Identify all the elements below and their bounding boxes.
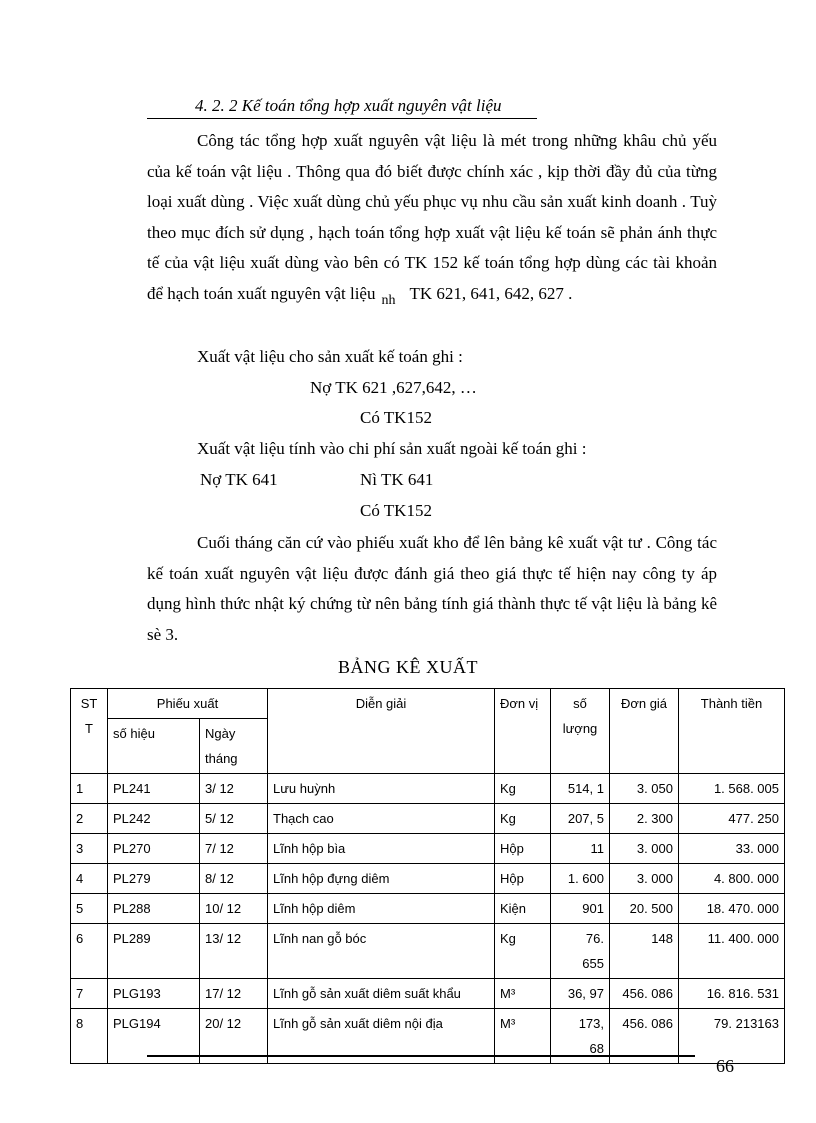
cell-so-hieu: PL289 [108,924,200,979]
table-row [71,894,785,924]
cell-ngay: 5/ 12 [200,804,268,834]
closing-paragraph: Cuối tháng căn cứ vào phiếu xuất kho để lên bảng kê xuất vật tư . Công tác kế toán xuất nguyên vật liệu được đánh giá theo giá thực tế hiện nay công ty áp dụng hình thức nhật ký chứng từ nên bảng tính giá thành thực tế vật liệu là bảng kê sè 3. [147,533,717,644]
credit-entry-152-b: Có TK152 [360,501,432,520]
cell-stt: 2 [71,804,108,834]
header-ngay-thang: Ngày tháng [200,719,268,774]
cell-don-vi: Kg [495,924,551,979]
cell-thanh-tien: 1. 568. 005 [679,774,785,804]
header-so-luong: số lượng [551,689,610,774]
cell-dien-giai: Thạch cao [268,804,495,834]
cell-so-luong: 76. 655 [551,924,610,979]
cell-thanh-tien: 16. 816. 531 [679,979,785,1009]
cell-thanh-tien: 4. 800. 000 [679,864,785,894]
cell-dien-giai: Lưu huỳnh [268,774,495,804]
cell-so-hieu: PL279 [108,864,200,894]
cell-don-vi: Kg [495,774,551,804]
cell-ngay: 8/ 12 [200,864,268,894]
cell-ngay: 3/ 12 [200,774,268,804]
intro-paragraph-tail: TK 621, 641, 642, 627 . [409,283,573,303]
cell-so-hieu: PL288 [108,894,200,924]
cell-so-luong: 11 [551,834,610,864]
cell-so-luong: 207, 5 [551,804,610,834]
cell-ngay: 7/ 12 [200,834,268,864]
cell-don-gia: 456. 086 [610,979,679,1009]
cell-thanh-tien: 33. 000 [679,834,785,864]
intro-paragraph [147,126,717,316]
cell-don-gia: 3. 000 [610,834,679,864]
cell-don-vi: Kiện [495,894,551,924]
cell-don-vi: M³ [495,979,551,1009]
table-row [71,774,785,804]
cell-dien-giai: Lĩnh hộp bìa [268,834,495,864]
export-table [70,688,785,1064]
credit-entry-152-a: Có TK152 [360,408,432,427]
cell-stt: 5 [71,894,108,924]
cell-don-gia: 148 [610,924,679,979]
page-number: 66 [716,1056,734,1076]
cell-dien-giai: Lĩnh gỗ sản xuất diêm nội địa [268,1009,495,1064]
cell-so-luong: 1. 600 [551,864,610,894]
cell-don-gia: 2. 300 [610,804,679,834]
cell-don-gia: 3. 050 [610,774,679,804]
cell-stt: 7 [71,979,108,1009]
cell-so-luong: 36, 97 [551,979,610,1009]
cell-so-luong: 173, 68 [551,1009,610,1064]
cell-ngay: 20/ 12 [200,1009,268,1064]
cell-stt: 3 [71,834,108,864]
table-header-row [71,689,785,719]
cell-don-vi: Hộp [495,834,551,864]
cell-so-hieu: PL241 [108,774,200,804]
cell-thanh-tien: 477. 250 [679,804,785,834]
cell-stt: 1 [71,774,108,804]
ni-entry-641: Nì TK 641 [360,470,434,489]
header-so-hieu: số hiệu [108,719,200,774]
export-outside-line: Xuất vật liệu tính vào chi phí sản xuất ngoài kế toán ghi : [197,439,587,458]
subscript-nh: nh [381,292,396,308]
table-row [71,924,785,979]
cell-dien-giai: Lĩnh hộp đựng diêm [268,864,495,894]
table-row [71,979,785,1009]
cell-thanh-tien: 79. 213163 [679,1009,785,1064]
cell-don-gia: 3. 000 [610,864,679,894]
cell-dien-giai: Lĩnh hộp diêm [268,894,495,924]
cell-stt: 6 [71,924,108,979]
cell-dien-giai: Lĩnh nan gỗ bóc [268,924,495,979]
cell-dien-giai: Lĩnh gỗ sản xuất diêm suất khẩu [268,979,495,1009]
cell-stt: 8 [71,1009,108,1064]
footer-rule [147,1055,695,1057]
header-thanh-tien: Thành tiền [679,689,785,774]
table-row [71,864,785,894]
header-dien-giai: Diễn giải [268,689,495,774]
cell-don-vi: M³ [495,1009,551,1064]
intro-paragraph-main: Công tác tổng hợp xuất nguyên vật liệu là mét trong những khâu chủ yếu của kế toán vật liệu . Thông qua đó biết được chính xác , kịp thời đầy đủ của từng loại xuất dùng . Việc xuất dùng chủ yếu phục vụ nhu cầu sản xuất kinh doanh . Tuỳ theo mục đích sử dụng , hạch toán tổng hợp xuất vật liệu kế toán sẽ phản ánh thực tế của vật liệu xuất dùng vào bên có TK 152 kế toán tổng hợp dùng các tài khoản để hạch toán xuất nguyên vật liệu [147,131,717,303]
debit-entry-641: Nợ TK 641 [200,470,278,489]
table-row [71,804,785,834]
export-production-line: Xuất vật liệu cho sản xuất kế toán ghi : [197,347,463,366]
cell-thanh-tien: 11. 400. 000 [679,924,785,979]
cell-don-vi: Kg [495,804,551,834]
section-heading: 4. 2. 2 Kế toán tổng hợp xuất nguyên vật liệu [147,96,537,119]
header-phieu-xuat: Phiếu xuất [108,689,268,719]
cell-ngay: 17/ 12 [200,979,268,1009]
header-stt: ST T [71,689,108,774]
cell-don-gia: 456. 086 [610,1009,679,1064]
cell-so-luong: 514, 1 [551,774,610,804]
cell-so-luong: 901 [551,894,610,924]
header-don-gia: Đơn giá [610,689,679,774]
header-don-vi: Đơn vị [495,689,551,774]
cell-stt: 4 [71,864,108,894]
cell-thanh-tien: 18. 470. 000 [679,894,785,924]
cell-so-hieu: PL270 [108,834,200,864]
table-title: BẢNG KÊ XUẤT [338,657,478,677]
cell-ngay: 13/ 12 [200,924,268,979]
cell-so-hieu: PLG194 [108,1009,200,1064]
cell-so-hieu: PL242 [108,804,200,834]
cell-don-gia: 20. 500 [610,894,679,924]
cell-don-vi: Hộp [495,864,551,894]
table-row [71,834,785,864]
debit-entry-621: Nợ TK 621 ,627,642, … [310,378,477,397]
cell-so-hieu: PLG193 [108,979,200,1009]
cell-ngay: 10/ 12 [200,894,268,924]
